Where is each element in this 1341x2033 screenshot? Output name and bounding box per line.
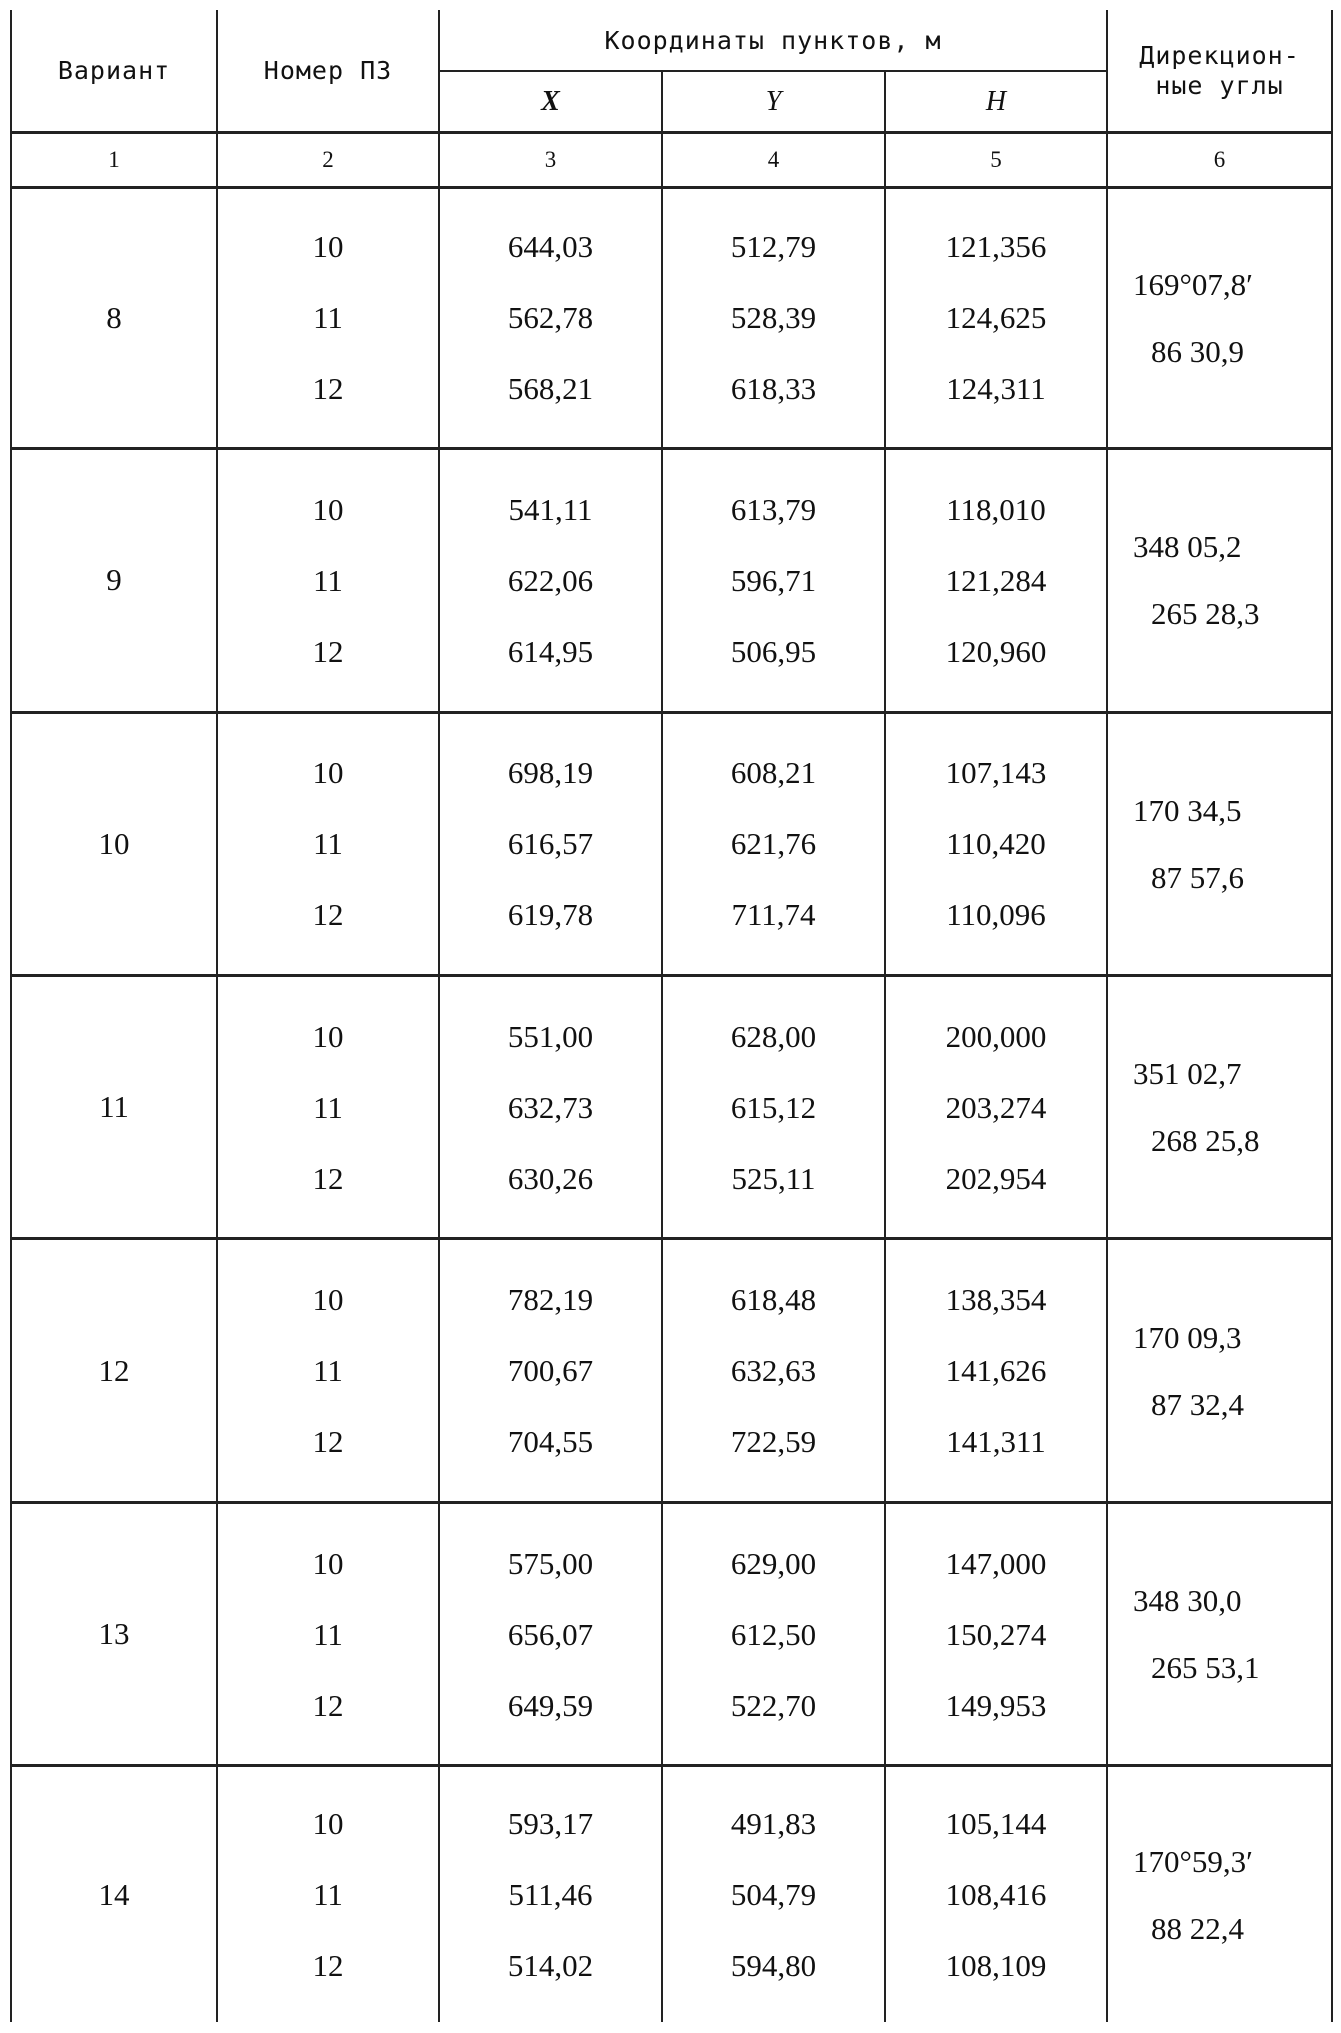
x-value-cell	[439, 1766, 662, 2022]
point-number: 12	[312, 1160, 344, 1196]
point-number: 12	[312, 1687, 344, 1723]
angles-cell	[1107, 1239, 1332, 1502]
point-number: 12	[312, 897, 344, 933]
y-value: 504,79	[730, 1877, 817, 1913]
angles-list	[1108, 1828, 1331, 1962]
x-value-cell	[439, 1239, 662, 1502]
point-number-list	[218, 1011, 438, 1204]
h-value: 124,311	[946, 371, 1046, 407]
h-value: 105,144	[945, 1806, 1047, 1842]
column-number-row	[11, 133, 1332, 187]
y-value: 618,48	[730, 1282, 817, 1318]
point-number: 11	[313, 1353, 343, 1389]
direction-angle: 268 25,8	[1151, 1123, 1260, 1159]
h-value-list	[886, 1274, 1106, 1467]
angles-list	[1108, 251, 1331, 385]
header-angles	[1107, 10, 1332, 133]
x-value-list	[440, 1011, 661, 1204]
y-value: 608,21	[730, 755, 817, 791]
table-row	[11, 1239, 1332, 1502]
y-value: 491,83	[730, 1806, 817, 1842]
y-value: 596,71	[730, 562, 817, 598]
point-number: 12	[312, 1424, 344, 1460]
header-angles-line1: Дирекцион-	[1139, 40, 1300, 70]
direction-angle: 351 02,7	[1133, 1056, 1242, 1092]
h-value-cell	[885, 1766, 1107, 2022]
x-value-list	[440, 1538, 661, 1731]
x-value-cell	[439, 712, 662, 975]
angles-list	[1108, 1567, 1331, 1701]
h-value-cell	[885, 1239, 1107, 1502]
point-number-list	[218, 1798, 438, 1991]
x-value-cell	[439, 1502, 662, 1765]
y-value-cell	[662, 1766, 885, 2022]
h-value-cell	[885, 975, 1107, 1238]
point-number-cell	[217, 1766, 439, 2022]
x-value-cell	[439, 975, 662, 1238]
y-value: 711,74	[731, 897, 816, 933]
y-value: 621,76	[730, 826, 817, 862]
x-value-list	[440, 221, 661, 414]
x-value: 568,21	[507, 371, 594, 407]
point-number: 12	[312, 371, 344, 407]
column-number: 5	[885, 133, 1107, 187]
y-value-cell	[662, 712, 885, 975]
angles-cell	[1107, 975, 1332, 1238]
h-value-cell	[885, 187, 1107, 448]
h-value: 141,311	[946, 1424, 1046, 1460]
y-value-list	[663, 1274, 884, 1467]
x-value: 704,55	[507, 1424, 594, 1460]
y-value: 615,12	[730, 1089, 817, 1125]
h-value: 107,143	[945, 755, 1047, 791]
header-x: X	[439, 71, 662, 132]
x-value: 616,57	[507, 826, 594, 862]
y-value: 613,79	[730, 491, 817, 527]
direction-angle: 88 22,4	[1151, 1910, 1245, 1946]
h-value: 110,420	[946, 826, 1046, 862]
y-value-list	[663, 747, 884, 940]
h-value: 200,000	[945, 1018, 1047, 1054]
point-number-cell	[217, 449, 439, 712]
x-value: 593,17	[507, 1806, 594, 1842]
x-value: 619,78	[507, 897, 594, 933]
h-value: 202,954	[945, 1160, 1047, 1196]
direction-angle: 265 53,1	[1151, 1650, 1260, 1685]
h-value: 150,274	[945, 1616, 1047, 1652]
h-value: 110,096	[946, 897, 1046, 933]
point-number: 10	[312, 1282, 344, 1318]
x-value: 514,02	[507, 1948, 594, 1984]
variant-cell: 10	[11, 712, 217, 975]
y-value: 612,50	[730, 1616, 817, 1652]
point-number-list	[218, 1274, 438, 1467]
point-number-list	[218, 221, 438, 414]
h-value-cell	[885, 449, 1107, 712]
column-number: 3	[439, 133, 662, 187]
header-angles-line2: ные углы	[1155, 70, 1284, 100]
variant-cell: 13	[11, 1502, 217, 1765]
x-value: 630,26	[507, 1160, 594, 1196]
h-value: 108,109	[945, 1948, 1047, 1984]
x-value: 649,59	[507, 1687, 594, 1723]
y-value-cell	[662, 449, 885, 712]
y-value-cell	[662, 975, 885, 1238]
header-h: H	[885, 71, 1107, 132]
point-number-cell	[217, 975, 439, 1238]
h-value: 124,625	[945, 300, 1047, 336]
h-value: 108,416	[945, 1877, 1047, 1913]
y-value: 629,00	[730, 1545, 817, 1581]
h-value-list	[886, 221, 1106, 414]
h-value-cell	[885, 712, 1107, 975]
point-number: 11	[313, 826, 343, 862]
point-number-list	[218, 747, 438, 940]
point-number: 10	[312, 229, 344, 265]
y-value: 522,70	[730, 1687, 817, 1723]
y-value-list	[663, 221, 884, 414]
table-row	[11, 1502, 1332, 1765]
column-number: 2	[217, 133, 439, 187]
y-value: 528,39	[730, 300, 817, 336]
table-row	[11, 1766, 1332, 2022]
point-number-list	[218, 1538, 438, 1731]
point-number-cell	[217, 1239, 439, 1502]
table-body	[11, 187, 1332, 2022]
angles-cell	[1107, 712, 1332, 975]
column-number: 6	[1107, 133, 1332, 187]
point-number-cell	[217, 1502, 439, 1765]
h-value: 118,010	[946, 491, 1046, 527]
h-value-list	[886, 484, 1106, 677]
x-value: 551,00	[507, 1018, 594, 1054]
point-number-cell	[217, 187, 439, 448]
angles-list	[1108, 513, 1331, 647]
y-value-cell	[662, 1239, 885, 1502]
direction-angle: 87 32,4	[1151, 1386, 1245, 1422]
h-value-list	[886, 1538, 1106, 1731]
direction-angle: 169°07,8′	[1133, 266, 1253, 302]
table-row	[11, 975, 1332, 1238]
header-variant: Вариант	[11, 10, 217, 133]
x-value: 698,19	[507, 755, 594, 791]
x-value: 562,78	[507, 300, 594, 336]
h-value-list	[886, 1011, 1106, 1204]
direction-angle: 170 34,5	[1133, 792, 1242, 828]
y-value: 506,95	[730, 633, 817, 669]
x-value-list	[440, 1274, 661, 1467]
point-number: 10	[312, 491, 344, 527]
point-number: 10	[312, 1545, 344, 1581]
y-value: 618,33	[730, 371, 817, 407]
point-number: 11	[313, 1616, 343, 1652]
h-value-cell	[885, 1502, 1107, 1765]
direction-angle: 170 09,3	[1133, 1319, 1242, 1355]
x-value-cell	[439, 187, 662, 448]
direction-angle: 86 30,9	[1151, 333, 1245, 369]
header-coords-title: Координаты пунктов, м	[439, 10, 1107, 71]
x-value-list	[440, 484, 661, 677]
variant-cell: 9	[11, 449, 217, 712]
h-value: 147,000	[945, 1545, 1047, 1581]
y-value: 722,59	[730, 1424, 817, 1460]
x-value: 622,06	[507, 562, 594, 598]
y-value-list	[663, 1538, 884, 1731]
point-number: 10	[312, 1018, 344, 1054]
point-number: 10	[312, 755, 344, 791]
header-y: Y	[662, 71, 885, 132]
variant-cell: 12	[11, 1239, 217, 1502]
point-number: 12	[312, 633, 344, 669]
coordinates-table	[10, 10, 1333, 2022]
angles-cell	[1107, 187, 1332, 448]
y-value-list	[663, 1798, 884, 1991]
y-value: 632,63	[730, 1353, 817, 1389]
x-value-cell	[439, 449, 662, 712]
point-number: 11	[313, 1877, 343, 1913]
direction-angle: 170°59,3′	[1133, 1843, 1253, 1879]
y-value: 512,79	[730, 229, 817, 265]
x-value-list	[440, 747, 661, 940]
point-number: 10	[312, 1806, 344, 1842]
y-value-cell	[662, 1502, 885, 1765]
y-value: 525,11	[731, 1160, 816, 1196]
point-number-list	[218, 484, 438, 677]
h-value: 121,284	[945, 562, 1047, 598]
h-value: 149,953	[945, 1687, 1047, 1723]
x-value-list	[440, 1798, 661, 1991]
y-value-cell	[662, 187, 885, 448]
x-value: 644,03	[507, 229, 594, 265]
variant-cell: 11	[11, 975, 217, 1238]
direction-angle: 348 05,2	[1133, 529, 1242, 565]
variant-cell: 14	[11, 1766, 217, 2022]
table-row	[11, 712, 1332, 975]
h-value-list	[886, 1798, 1106, 1991]
y-value-list	[663, 484, 884, 677]
x-value: 700,67	[507, 1353, 594, 1389]
point-number: 11	[313, 300, 343, 336]
variant-cell: 8	[11, 187, 217, 448]
y-value-list	[663, 1011, 884, 1204]
column-number: 4	[662, 133, 885, 187]
angles-list	[1108, 1304, 1331, 1438]
point-number-cell	[217, 712, 439, 975]
angles-cell	[1107, 1766, 1332, 2022]
point-number: 11	[313, 562, 343, 598]
x-value: 656,07	[507, 1616, 594, 1652]
x-value: 782,19	[507, 1282, 594, 1318]
angles-list	[1108, 1040, 1331, 1174]
x-value: 541,11	[508, 491, 593, 527]
direction-angle: 348 30,0	[1133, 1583, 1242, 1618]
angles-cell	[1107, 449, 1332, 712]
angles-list	[1108, 777, 1331, 911]
h-value-list	[886, 747, 1106, 940]
x-value: 632,73	[507, 1089, 594, 1125]
point-number: 11	[313, 1089, 343, 1125]
direction-angle: 265 28,3	[1151, 596, 1260, 632]
x-value: 575,00	[507, 1545, 594, 1581]
point-number: 12	[312, 1948, 344, 1984]
y-value: 594,80	[730, 1948, 817, 1984]
table-row	[11, 449, 1332, 712]
header-pz-number: Номер ПЗ	[217, 10, 439, 133]
x-value: 511,46	[508, 1877, 593, 1913]
table-row	[11, 187, 1332, 448]
h-value: 141,626	[945, 1353, 1047, 1389]
x-value: 614,95	[507, 633, 594, 669]
direction-angle: 87 57,6	[1151, 859, 1245, 895]
h-value: 120,960	[945, 633, 1047, 669]
y-value: 628,00	[730, 1018, 817, 1054]
angles-cell	[1107, 1502, 1332, 1765]
column-number: 1	[11, 133, 217, 187]
h-value: 121,356	[945, 229, 1047, 265]
h-value: 138,354	[945, 1282, 1047, 1318]
h-value: 203,274	[945, 1089, 1047, 1125]
